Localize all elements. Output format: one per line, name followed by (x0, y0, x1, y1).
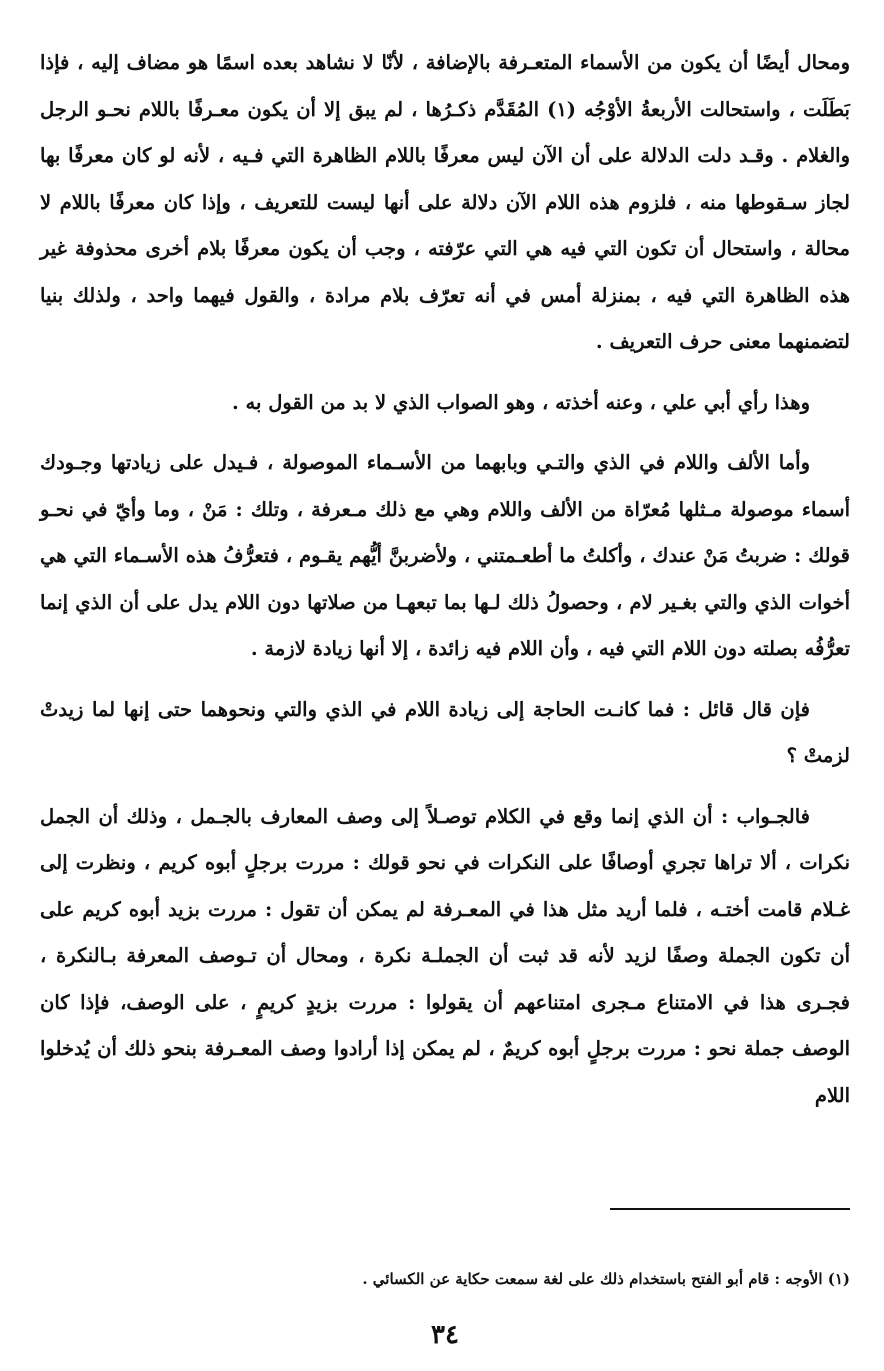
paragraph-4: فإن قال قائل : فما كانـت الحاجة إلى زيادة اللام في الذي والتي ونحوهما حتى إنها لما زيدتْ لزمتْ ؟ (40, 697, 850, 767)
paragraph-1: ومحال أيضًا أن يكون من الأسماء المتعـرفة بالإضافة ، لأنّا لا نشاهد بعده اسمًا هو مضاف إليه ، فإذا بَطَلَت ، واستحالت الأربعةُ الأوْجُه (١) المُقَدَّم ذكـرُها ، لم يبق إلا أن يكون معـرفًا باللام نحـو الرجل والغلام . وقـد دلت الدلالة على أن الآن ليس معرفًا باللام الظاهرة التي فـيه ، لأنه لو كان معرفًا بها لجاز سـقوطها منه ، فلزوم هذه اللام الآن دلالة على أنها ليست للتعريف ، وإذا كان معرفًا باللام لا محالة ، واستحال أن تكون التي فيه هي التي عرّفته ، وجب أن يكون معرفًا بلام أخرى محذوفة غير هذه الظاهرة التي فيه ، بمنزلة أمس في أنه تعرّف بلام مرادة ، والقول فيهما واحد ، ولذلك بنيا لتضمنهما معنى حرف التعريف . (40, 51, 850, 353)
footnote: (١) الأوجه : قام أبو الفتح باستخدام ذلك على لغة سمعت حكاية عن الكسائي . (362, 1270, 850, 1288)
paragraph-3: وأما الألف واللام في الذي والتـي وبابهما من الأسـماء الموصولة ، فـيدل على زيادتها وجـودك أسماء موصولة مـثلها مُعرّاة من الألف واللام وهي مع ذلك مـعرفة ، وتلك : مَنْ ، وما وأيّ في نحـو قولك : ضربتُ مَنْ عندك ، وأكلتُ ما أطعـمتني ، ولأضربنَّ أيُّهم يقـوم ، فتعرُّفُ هذه الأسـماء التي هي أخوات الذي والتي بغـير لام ، وحصولُ ذلك لـها بما تبعهـا من صلاتها دون اللام يدل على أن الذي إنما تعرُّفُه بصلته دون اللام التي فيه ، وأن اللام فيه زائدة ، إلا أنها زيادة لازمة . (40, 451, 850, 660)
main-text (40, 40, 850, 1119)
paragraph-5: فالجـواب : أن الذي إنما وقع في الكلام توصـلاً إلى وصف المعارف بالجـمل ، وذلك أن الجمل نكرات ، ألا تراها تجري أوصافًا على النكرات في نحو قولك : مررت برجلٍ أبوه كريم ، ونظرت إلى غـلام قامت أختـه ، فلما أريد مثل هذا في المعـرفة لم يمكن أن تقول : مررت بزيد أبوه كريم على أن تكون الجملة وصفًا لزيد لأنه قد ثبت أن الجملـة نكرة ، ومحال أن تـوصف المعرفة بـالنكرة ، فجـرى هذا في الامتناع مـجرى امتناعهم أن يقولوا : مررت بزيدٍ كريمٍ ، على الوصف، فإذا كان الوصف جملة نحو : مررت برجلٍ أبوه كريمٌ ، لم يمكن إذا أرادوا وصف المعـرفة بنحو ذلك أن يُدخلوا اللام (40, 804, 850, 1107)
paragraph-2: وهذا رأي أبي علي ، وعنه أخذته ، وهو الصواب الذي لا بد من القول به . (231, 390, 810, 414)
page-number: ٣٤ (431, 1320, 459, 1350)
book-page (40, 30, 850, 1350)
footnote-divider (610, 1208, 850, 1210)
